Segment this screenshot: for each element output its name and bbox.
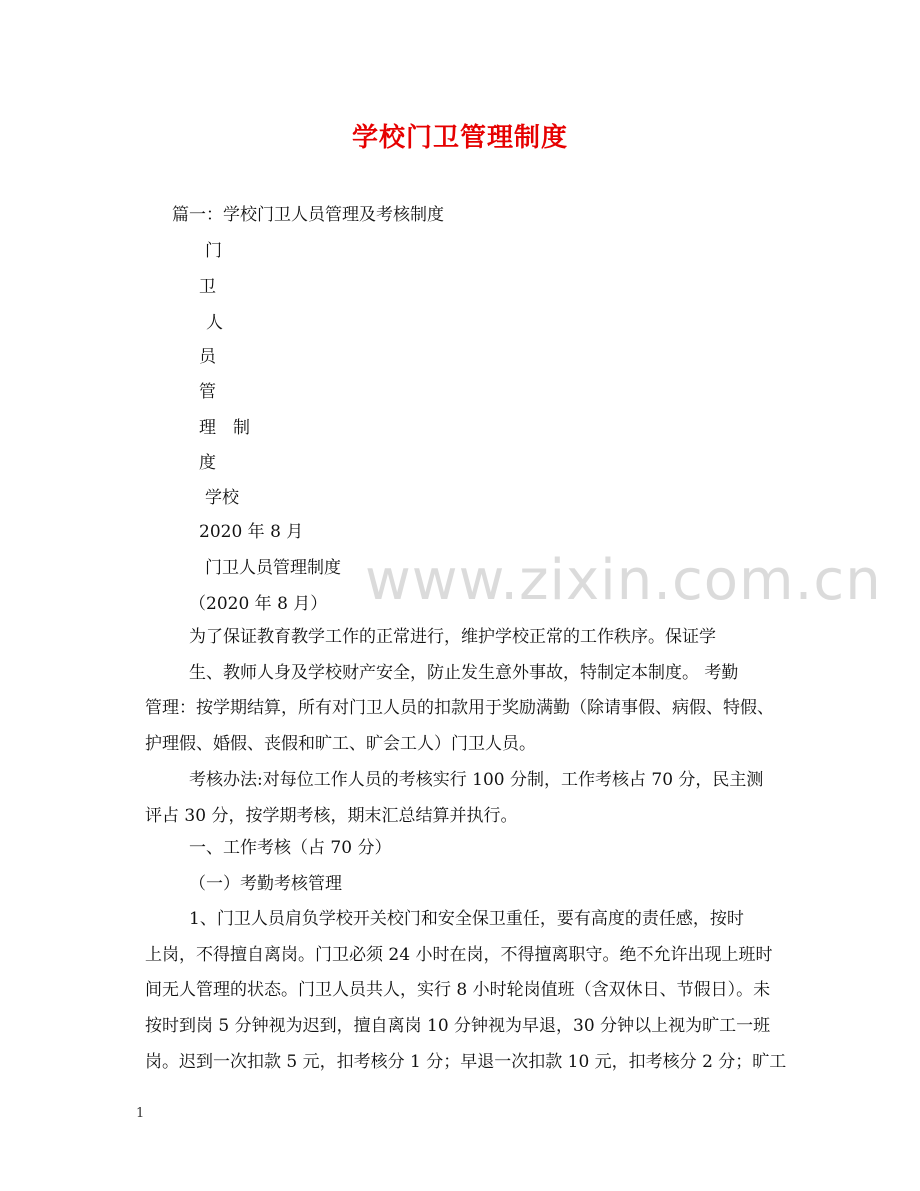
- paragraph-line: 护理假、婚假、丧假和旷工、旷会工人）门卫人员。: [145, 734, 536, 755]
- document-title: 学校门卫管理制度: [351, 123, 568, 153]
- vertical-title-char: 度: [199, 453, 216, 473]
- paragraph-attendance-rules: [145, 902, 795, 1080]
- subtitle: 门卫人员管理制度: [205, 558, 341, 578]
- paragraph-line: 生、教师人身及学校财产安全，防止发生意外事故，特制定本制度。 考勤: [189, 662, 739, 683]
- vertical-title-char: 人: [206, 313, 223, 333]
- vertical-title-char: 管: [199, 382, 216, 402]
- paragraph-purpose: [145, 620, 795, 763]
- paragraph-line: 为了保证教育教学工作的正常进行，维护学校正常的工作秩序。保证学: [189, 627, 716, 647]
- document-date: 2020 年 8 月: [199, 522, 304, 542]
- vertical-title-char: 卫: [199, 277, 216, 297]
- vertical-title-char: 门: [205, 241, 222, 261]
- paragraph-assessment-method: [145, 763, 795, 834]
- vertical-title-char: 制: [233, 418, 250, 438]
- paragraph-line: 间无人管理的状态。门卫人员共人，实行 8 小时轮岗值班（含双休日、节假日）。未: [145, 980, 771, 1001]
- paragraph-line: 考核办法:对每位工作人员的考核实行 100 分制，工作考核占 70 分，民主测: [189, 770, 764, 790]
- heading-work-assessment: 一、工作考核（占 70 分）: [189, 838, 392, 858]
- heading-attendance: （一）考勤考核管理: [189, 874, 342, 894]
- paragraph-line: 管理：按学期结算，所有对门卫人员的扣款用于奖励满勤（除请事假、病假、特假、: [145, 698, 774, 719]
- paragraph-line: 按时到岗 5 分钟视为迟到，擅自离岗 10 分钟视为早退，30 分钟以上视为旷工一班: [145, 1016, 771, 1037]
- paragraph-line: 上岗，不得擅自离岗。门卫必须 24 小时在岗，不得擅离职守。绝不允许出现上班时: [145, 944, 773, 965]
- org-name: 学校: [205, 488, 239, 508]
- vertical-title-char: 理: [199, 418, 216, 438]
- watermark: www.zixin.com.cn: [365, 548, 882, 613]
- paragraph-line: 岗。迟到一次扣款 5 元，扣考核分 1 分；早退一次扣款 10 元，扣考核分 2 分；旷工: [145, 1051, 787, 1072]
- paragraph-line: 评占 30 分，按学期考核，期末汇总结算并执行。: [145, 805, 518, 826]
- section-heading: 篇一：学校门卫人员管理及考核制度: [172, 205, 444, 225]
- vertical-title-char: 员: [199, 347, 216, 367]
- paragraph-line: 1、门卫人员肩负学校开关校门和安全保卫重任，要有高度的责任感，按时: [189, 909, 744, 929]
- subtitle-date: （2020 年 8 月）: [189, 594, 328, 614]
- page-number: 1: [136, 1106, 145, 1121]
